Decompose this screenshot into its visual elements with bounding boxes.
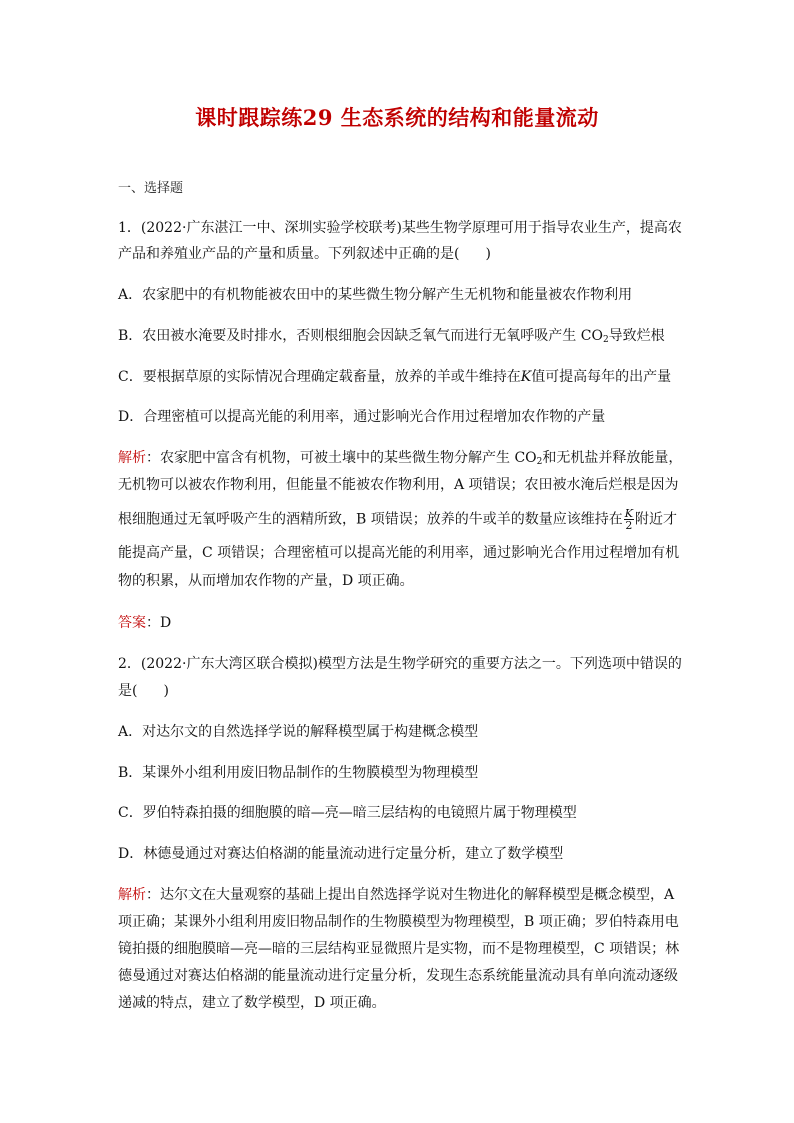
option-c-text: C．要根据草原的实际情况合理确定载畜量，放养的羊或牛维持在 [118, 369, 521, 385]
question-2-option-c: C．罗伯特森拍摄的细胞膜的暗—亮—暗三层结构的电镜照片属于物理模型 [118, 805, 577, 821]
question-2-option-a: A．对达尔文的自然选择学说的解释模型属于构建概念模型 [118, 724, 479, 740]
question-1-stem-close: ) [485, 246, 491, 262]
question-1-analysis-line-2: 无机物可以被农作物利用，但能量不能被农作物利用，A 项错误；农田被水淹后烂根是因为 [118, 477, 679, 493]
analysis-text-end: 和无机盐并释放能量， [542, 450, 683, 466]
question-2-stem-text: 是( [118, 683, 138, 699]
option-c-text-end: 值可提高每年的出产量 [531, 369, 672, 385]
analysis-label: 解析 [118, 887, 146, 903]
question-1-stem-line-2 [118, 243, 693, 265]
question-1-stem-line-1: 1．(2022·广东湛江一中、深圳实验学校联考)某些生物学原理可用于指导农业生产，提高农 [118, 220, 682, 236]
co2-subscript: 2 [536, 457, 543, 467]
question-1-option-d: D．合理密植可以提高光能的利用率，通过影响光合作用过程增加农作物的产量 [118, 409, 606, 425]
fraction-denominator: 2 [625, 519, 633, 532]
answer-label: 答案 [118, 615, 146, 631]
question-2-analysis-line-5: 递减的特点，建立了数学模型，D 项正确。 [118, 995, 386, 1011]
question-2-option-d: D．林德曼通过对赛达伯格湖的能量流动进行定量分析，建立了数学模型 [118, 846, 564, 862]
question-2-stem-close: ) [163, 683, 169, 699]
question-1-analysis-line-3 [118, 508, 693, 531]
question-2-analysis-line-1 [118, 884, 693, 906]
question-1-option-b [118, 325, 693, 351]
document-title: 课时跟踪练29 生态系统的结构和能量流动 [195, 105, 599, 130]
question-2-option-b: B．某课外小组利用废旧物品制作的生物膜模型为物理模型 [118, 765, 479, 781]
k-variable: K [520, 369, 532, 385]
k-over-2-fraction [624, 508, 634, 531]
fraction-numerator: K [624, 507, 633, 520]
option-b-text-end: 导致烂根 [608, 328, 665, 344]
question-1-analysis-line-4: 能提高产量，C 项错误；合理密植可以提高光能的利用率，通过影响光合作用过程增加有机 [118, 545, 680, 561]
analysis-text: ：达尔文在大量观察的基础上提出自然选择学说对生物进化的解释模型是概念模型，A [146, 887, 675, 903]
question-2-stem-line-2 [118, 680, 693, 702]
question-1-option-a: A．农家肥中的有机物能被农田中的某些微生物分解产生无机物和能量被农作物利用 [118, 287, 633, 303]
option-b-text: B．农田被水淹要及时排水，否则根细胞会因缺乏氧气而进行无氧呼吸产生 CO [118, 328, 603, 344]
question-2-analysis-line-4: 德曼通过对赛达伯格湖的能量流动进行定量分析，发现生态系统能量流动具有单向流动逐级 [118, 968, 678, 984]
analysis-text: 根细胞通过无氧呼吸产生的酒精所致，B 项错误；放养的牛或羊的数量应该维持在 [118, 511, 623, 528]
co2-subscript: 2 [602, 335, 609, 345]
question-1-option-c [118, 366, 693, 388]
question-2-analysis-line-3: 镜拍摄的细胞膜暗—亮—暗的三层结构亚显微照片是实物，而不是物理模型，C 项错误；林 [118, 941, 680, 957]
question-1-analysis-line-5: 物的积累，从而增加农作物的产量，D 项正确。 [118, 573, 414, 589]
question-1-analysis-line-1 [118, 447, 693, 473]
answer-value: ：D [146, 615, 172, 631]
question-2-stem-line-1: 2．(2022·广东大湾区联合模拟)模型方法是生物学研究的重要方法之一。下列选项中错误的 [118, 656, 682, 672]
question-1-stem-text: 产品和养殖业产品的产量和质量。下列叙述中正确的是( [118, 246, 460, 262]
analysis-label: 解析 [118, 450, 146, 466]
question-2-analysis-line-2: 项正确；某课外小组利用废旧物品制作的生物膜模型为物理模型，B 项正确；罗伯特森用电 [118, 914, 679, 930]
analysis-text: ：农家肥中富含有机物，可被土壤中的某些微生物分解产生 CO [146, 450, 537, 466]
section-heading: 一、选择题 [118, 181, 184, 196]
question-1-answer [118, 612, 693, 634]
analysis-text-end: 附近才 [634, 511, 677, 528]
